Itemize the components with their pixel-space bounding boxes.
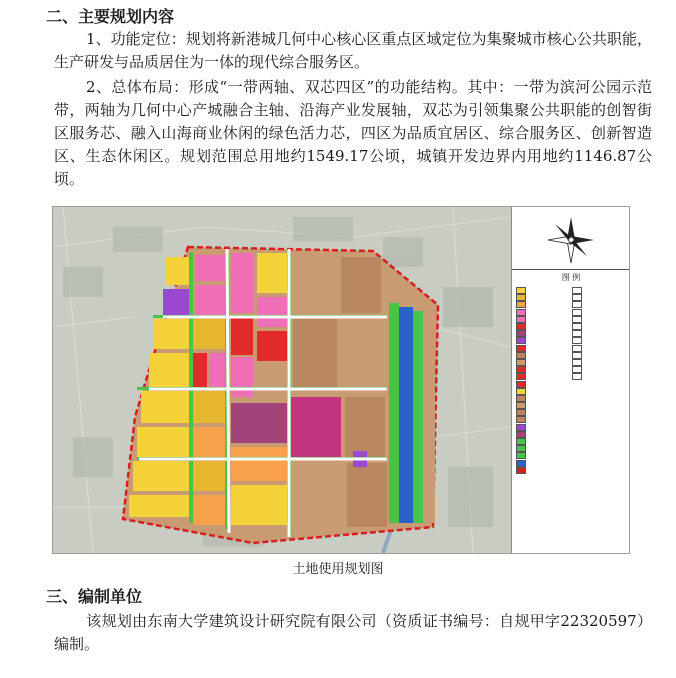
- overall-layout-paragraph: [54, 76, 652, 191]
- legend-row: [516, 467, 628, 474]
- legend-item: [516, 424, 572, 431]
- legend-swatch: [516, 337, 526, 344]
- legend-item: [516, 452, 572, 459]
- legend-swatch: [572, 330, 582, 337]
- legend-row: [516, 323, 628, 330]
- legend-row: [516, 359, 628, 366]
- legend-item: [516, 301, 572, 308]
- legend-row: [516, 388, 628, 395]
- legend-row: [516, 352, 628, 359]
- legend-swatch: [572, 316, 582, 323]
- legend-item: [516, 316, 572, 323]
- legend-swatch: [572, 345, 582, 352]
- legend-swatch: [516, 381, 526, 388]
- legend-swatch: [516, 388, 526, 395]
- legend-swatch: [516, 316, 526, 323]
- legend-row: [516, 337, 628, 344]
- legend-item: [572, 287, 628, 294]
- legend-swatch: [516, 445, 526, 452]
- legend-item: [572, 316, 628, 323]
- legend-item: [516, 388, 572, 395]
- legend-row: [516, 316, 628, 323]
- legend-swatch: [572, 294, 582, 301]
- legend-swatch: [516, 345, 526, 352]
- legend-item: [572, 366, 628, 373]
- legend-swatch: [516, 395, 526, 402]
- legend-swatch: [516, 402, 526, 409]
- legend-row: [516, 373, 628, 380]
- legend-row: [516, 294, 628, 301]
- legend-row: [516, 366, 628, 373]
- legend-item: [516, 309, 572, 316]
- legend-panel: [511, 207, 630, 553]
- legend-swatch: [572, 301, 582, 308]
- legend-item: [516, 416, 572, 423]
- legend-swatch: [516, 323, 526, 330]
- legend-row: [516, 409, 628, 416]
- legend-item: [572, 294, 628, 301]
- legend-item: [572, 337, 628, 344]
- compiler-paragraph: [54, 610, 652, 656]
- legend-row: [516, 460, 628, 467]
- legend-swatch: [516, 452, 526, 459]
- legend-item: [516, 438, 572, 445]
- legend-item: [516, 287, 572, 294]
- legend-swatch: [516, 467, 526, 474]
- legend-swatch: [516, 424, 526, 431]
- legend-row: [516, 431, 628, 438]
- legend-item: [516, 359, 572, 366]
- legend-row: [516, 345, 628, 352]
- legend-row: [516, 424, 628, 431]
- legend-swatch: [572, 309, 582, 316]
- legend-swatch: [516, 409, 526, 416]
- legend-row: [516, 445, 628, 452]
- section3-heading: 三、编制单位: [46, 587, 143, 606]
- legend-item: [572, 373, 628, 380]
- legend-item: [516, 467, 572, 474]
- legend-item: [572, 359, 628, 366]
- legend-row: [516, 416, 628, 423]
- land-use-map: [53, 207, 511, 553]
- legend-swatch: [572, 323, 582, 330]
- legend-item: [516, 345, 572, 352]
- legend-swatch: [572, 337, 582, 344]
- function-positioning-text: 1、功能定位：规划将新港城几何中心核心区重点区域定位为集聚城市核心公共职能，生产研发与品质居住为一体的现代综合服务区。: [54, 30, 652, 71]
- legend-item: [572, 309, 628, 316]
- north-arrow-icon: [546, 215, 596, 265]
- legend-item: [572, 352, 628, 359]
- legend-swatch: [516, 373, 526, 380]
- section2-heading: 二、主要规划内容: [46, 7, 175, 26]
- legend-item: [516, 445, 572, 452]
- legend-item: [516, 294, 572, 301]
- legend-row: [516, 301, 628, 308]
- legend-title: 图 例: [512, 269, 630, 283]
- compiler-text: 该规划由东南大学建筑设计研究院有限公司（资质证书编号：自规甲字22320597）编制。: [54, 612, 652, 653]
- legend-swatch: [572, 352, 582, 359]
- legend-swatch: [572, 373, 582, 380]
- legend-swatch: [516, 438, 526, 445]
- legend-item: [516, 323, 572, 330]
- legend-swatch: [572, 366, 582, 373]
- legend-item: [516, 460, 572, 467]
- land-use-plan-figure: [52, 206, 630, 554]
- legend-swatch: [572, 287, 582, 294]
- legend-item: [516, 373, 572, 380]
- legend-swatch: [516, 359, 526, 366]
- legend-row: [516, 330, 628, 337]
- legend-swatch: [516, 460, 526, 467]
- legend-swatch: [516, 416, 526, 423]
- legend-item: [516, 409, 572, 416]
- legend-list: [516, 287, 628, 474]
- legend-row: [516, 438, 628, 445]
- legend-row: [516, 380, 628, 387]
- legend-swatch: [516, 352, 526, 359]
- legend-swatch: [516, 287, 526, 294]
- legend-item: [572, 345, 628, 352]
- legend-swatch: [516, 301, 526, 308]
- legend-item: [572, 323, 628, 330]
- legend-swatch: [516, 431, 526, 438]
- legend-item: [516, 381, 572, 388]
- legend-item: [516, 431, 572, 438]
- legend-item: [516, 402, 572, 409]
- legend-swatch: [516, 294, 526, 301]
- legend-row: [516, 309, 628, 316]
- legend-item: [516, 366, 572, 373]
- legend-item: [572, 330, 628, 337]
- legend-swatch: [516, 330, 526, 337]
- legend-item: [516, 337, 572, 344]
- function-positioning-paragraph: [54, 28, 652, 74]
- legend-swatch: [516, 309, 526, 316]
- figure-caption: 土地使用规划图: [292, 562, 384, 577]
- legend-swatch: [516, 366, 526, 373]
- legend-row: [516, 402, 628, 409]
- legend-item: [572, 301, 628, 308]
- riverside-park-belt: [389, 303, 435, 523]
- legend-item: [516, 395, 572, 402]
- legend-item: [516, 352, 572, 359]
- legend-row: [516, 452, 628, 459]
- legend-row: [516, 287, 628, 294]
- legend-row: [516, 395, 628, 402]
- legend-item: [516, 330, 572, 337]
- legend-swatch: [572, 359, 582, 366]
- overall-layout-text: 2、总体布局：形成“一带两轴、双芯四区”的功能结构。其中：一带为滨河公园示范带，两轴为几何中心产城融合主轴、沿海产业发展轴，双芯为引领集聚公共职能的创智街区服务芯、融入山海商业休闲的绿色活力芯，四区为品质宜居区、综合服务区、创新智造区、生态休闲区。规划范围总用地约1549.17公顷，城镇开发边界内用地约1146.87公顷。: [54, 78, 652, 188]
